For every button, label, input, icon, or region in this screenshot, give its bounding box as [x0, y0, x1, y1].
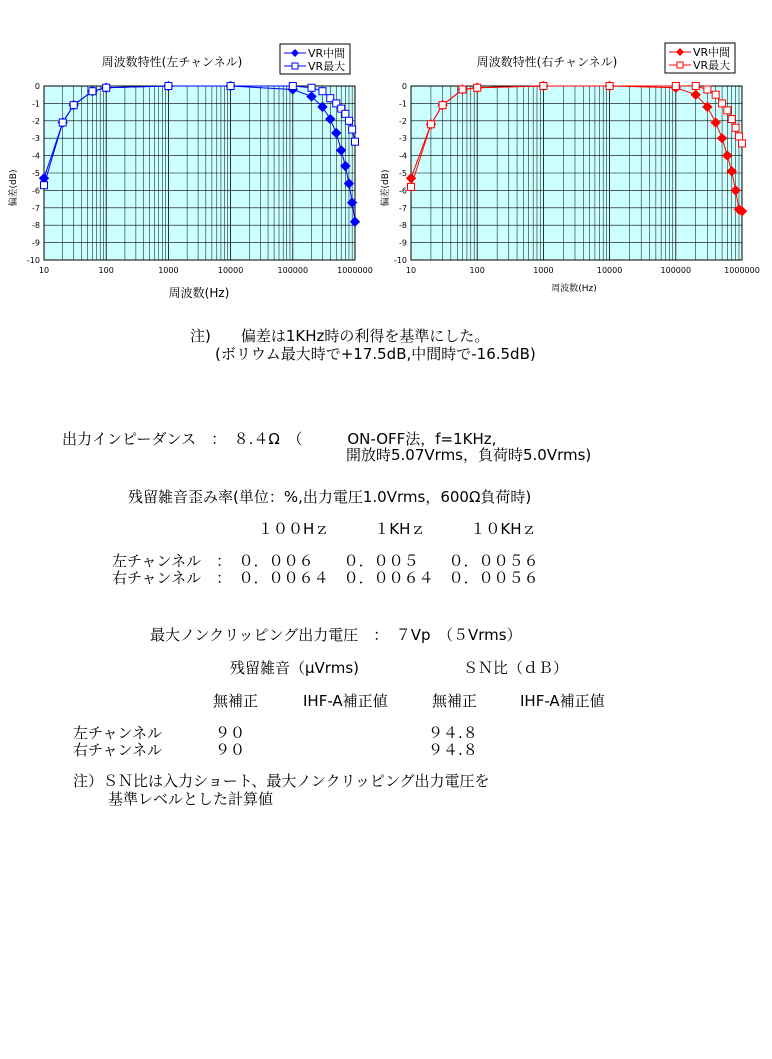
data-point-square	[692, 83, 699, 90]
col-uncorrected-1: 無補正	[213, 692, 259, 710]
data-point-square	[427, 121, 434, 128]
legend-marker-square	[677, 62, 683, 68]
data-point-square	[70, 102, 77, 109]
note-line-1: 注) 偏差は1KHz時の利得を基準にした。	[190, 327, 490, 345]
noise-row-right-sn: ９４.８	[428, 741, 478, 759]
legend-label: VR中間	[693, 46, 731, 59]
data-point-square	[704, 86, 711, 93]
data-point-square	[672, 83, 679, 90]
y-tick-label: 0	[401, 82, 407, 91]
data-point-square	[732, 124, 739, 131]
chart-title: 周波数特性(左チャンネル)	[101, 55, 243, 69]
x-tick-label: 10	[38, 266, 50, 275]
data-point-square	[712, 91, 719, 98]
y-tick-label: -3	[399, 134, 407, 144]
data-point-square	[103, 84, 110, 91]
y-tick-label: -9	[399, 238, 407, 248]
sn-note-line-1: 注）ＳＮ比は入力ショート、最大ノンクリッピング出力電圧を	[73, 772, 490, 790]
x-tick-label: 10000	[596, 266, 623, 275]
note-line-2: (ボリウム最大時で+17.5dB,中間時で-16.5dB)	[215, 345, 536, 363]
distortion-header: １００Hｚ １KHｚ １０KHｚ	[258, 520, 537, 538]
noise-row-left-sn: ９４.８	[428, 724, 478, 742]
data-point-square	[319, 88, 326, 95]
y-tick-label: -3	[32, 134, 40, 144]
col-ihf-a-1: IHF-A補正値	[303, 692, 388, 710]
x-axis-label: 周波数(Hz)	[551, 284, 597, 294]
data-point-square	[719, 100, 726, 107]
noise-row-right-label: 右チャンネル	[73, 741, 163, 759]
chart-right-svg	[381, 38, 760, 300]
noise-row-left-label: 左チャンネル	[73, 724, 163, 742]
x-tick-label: 1000000	[337, 266, 373, 275]
x-tick-label: 10	[405, 266, 417, 275]
y-tick-label: -2	[32, 116, 40, 126]
data-point-square	[474, 84, 481, 91]
data-point-square	[606, 83, 613, 90]
frequency-response-chart-right	[381, 38, 760, 300]
sn-note-line-2: 基準レベルとした計算値	[108, 790, 274, 808]
data-point-square	[439, 102, 446, 109]
y-tick-label: -5	[32, 169, 40, 178]
distortion-title: 残留雑音歪み率(単位：%,出力電圧1.0Vrms，600Ω負荷時)	[128, 488, 532, 506]
data-point-square	[739, 140, 746, 147]
noise-row-right-residual: ９０	[215, 741, 246, 759]
frequency-response-chart-left	[9, 38, 373, 300]
data-point-square	[728, 116, 735, 123]
legend-label: VR最大	[693, 59, 731, 72]
y-tick-label: -1	[32, 99, 40, 109]
y-tick-label: -2	[399, 116, 407, 126]
x-tick-label: 1000	[158, 266, 179, 275]
y-tick-label: -7	[399, 203, 407, 213]
y-tick-label: -1	[399, 99, 407, 109]
x-axis-label: 周波数(Hz)	[168, 286, 230, 300]
data-point-square	[289, 83, 296, 90]
legend-label: VR中間	[308, 47, 346, 60]
y-axis-label: 偏差(dB)	[381, 169, 391, 207]
impedance-line-1: 出力インピーダンス ： ８.４Ω （ ON-OFF法，f=1KHz,	[62, 430, 497, 448]
legend-label: VR最大	[308, 60, 346, 73]
y-tick-label: -8	[399, 221, 407, 231]
data-point-square	[227, 83, 234, 90]
x-tick-label: 100	[469, 266, 485, 275]
distortion-row-left: 左チャンネル ： ０．００６ ０．００５ ０．００５６	[112, 552, 539, 570]
legend-marker-square	[292, 63, 298, 69]
data-point-square	[408, 183, 415, 190]
y-tick-label: -6	[399, 186, 407, 196]
data-point-square	[352, 138, 359, 145]
data-point-square	[345, 117, 352, 124]
y-tick-label: -5	[399, 169, 407, 178]
y-tick-label: -9	[32, 238, 40, 248]
y-tick-label: -4	[399, 151, 407, 161]
data-point-square	[342, 110, 349, 117]
y-tick-label: -6	[32, 186, 40, 196]
y-tick-label: 0	[34, 82, 40, 91]
residual-noise-header: 残留雑音（μVrms)	[230, 659, 359, 677]
data-point-square	[165, 83, 172, 90]
y-tick-label: -10	[26, 256, 40, 265]
y-tick-label: -8	[32, 221, 40, 231]
data-point-square	[59, 119, 66, 126]
y-tick-label: -4	[32, 151, 40, 161]
impedance-line-2: 開放時5.07Vrms，負荷時5.0Vrms)	[346, 446, 592, 464]
y-axis-label: 偏差(dB)	[9, 169, 19, 207]
x-tick-label: 1000	[533, 266, 554, 275]
chart-left-svg	[9, 38, 373, 300]
data-point-square	[308, 84, 315, 91]
data-point-square	[735, 133, 742, 140]
sn-ratio-header: ＳＮ比（ｄＢ）	[463, 659, 569, 677]
data-point-square	[349, 126, 356, 133]
data-point-square	[724, 107, 731, 114]
y-tick-label: -7	[32, 203, 40, 213]
x-tick-label: 10000	[217, 266, 244, 275]
max-output-voltage: 最大ノンクリッピング出力電圧 ： ７Vp （５Vrms）	[150, 626, 522, 644]
noise-row-left-residual: ９０	[215, 724, 246, 742]
col-ihf-a-2: IHF-A補正値	[520, 692, 605, 710]
col-uncorrected-2: 無補正	[432, 692, 478, 710]
y-tick-label: -10	[393, 256, 407, 265]
data-point-square	[89, 88, 96, 95]
x-tick-label: 100000	[277, 266, 309, 275]
x-tick-label: 100000	[660, 266, 692, 275]
distortion-row-right: 右チャンネル ： ０．００６４ ０．００６４ ０．００５６	[112, 569, 539, 587]
chart-title: 周波数特性(右チャンネル)	[476, 55, 618, 69]
x-tick-label: 100	[98, 266, 114, 275]
data-point-square	[459, 86, 466, 93]
x-tick-label: 1000000	[724, 266, 760, 275]
data-point-square	[41, 182, 48, 189]
data-point-square	[540, 83, 547, 90]
